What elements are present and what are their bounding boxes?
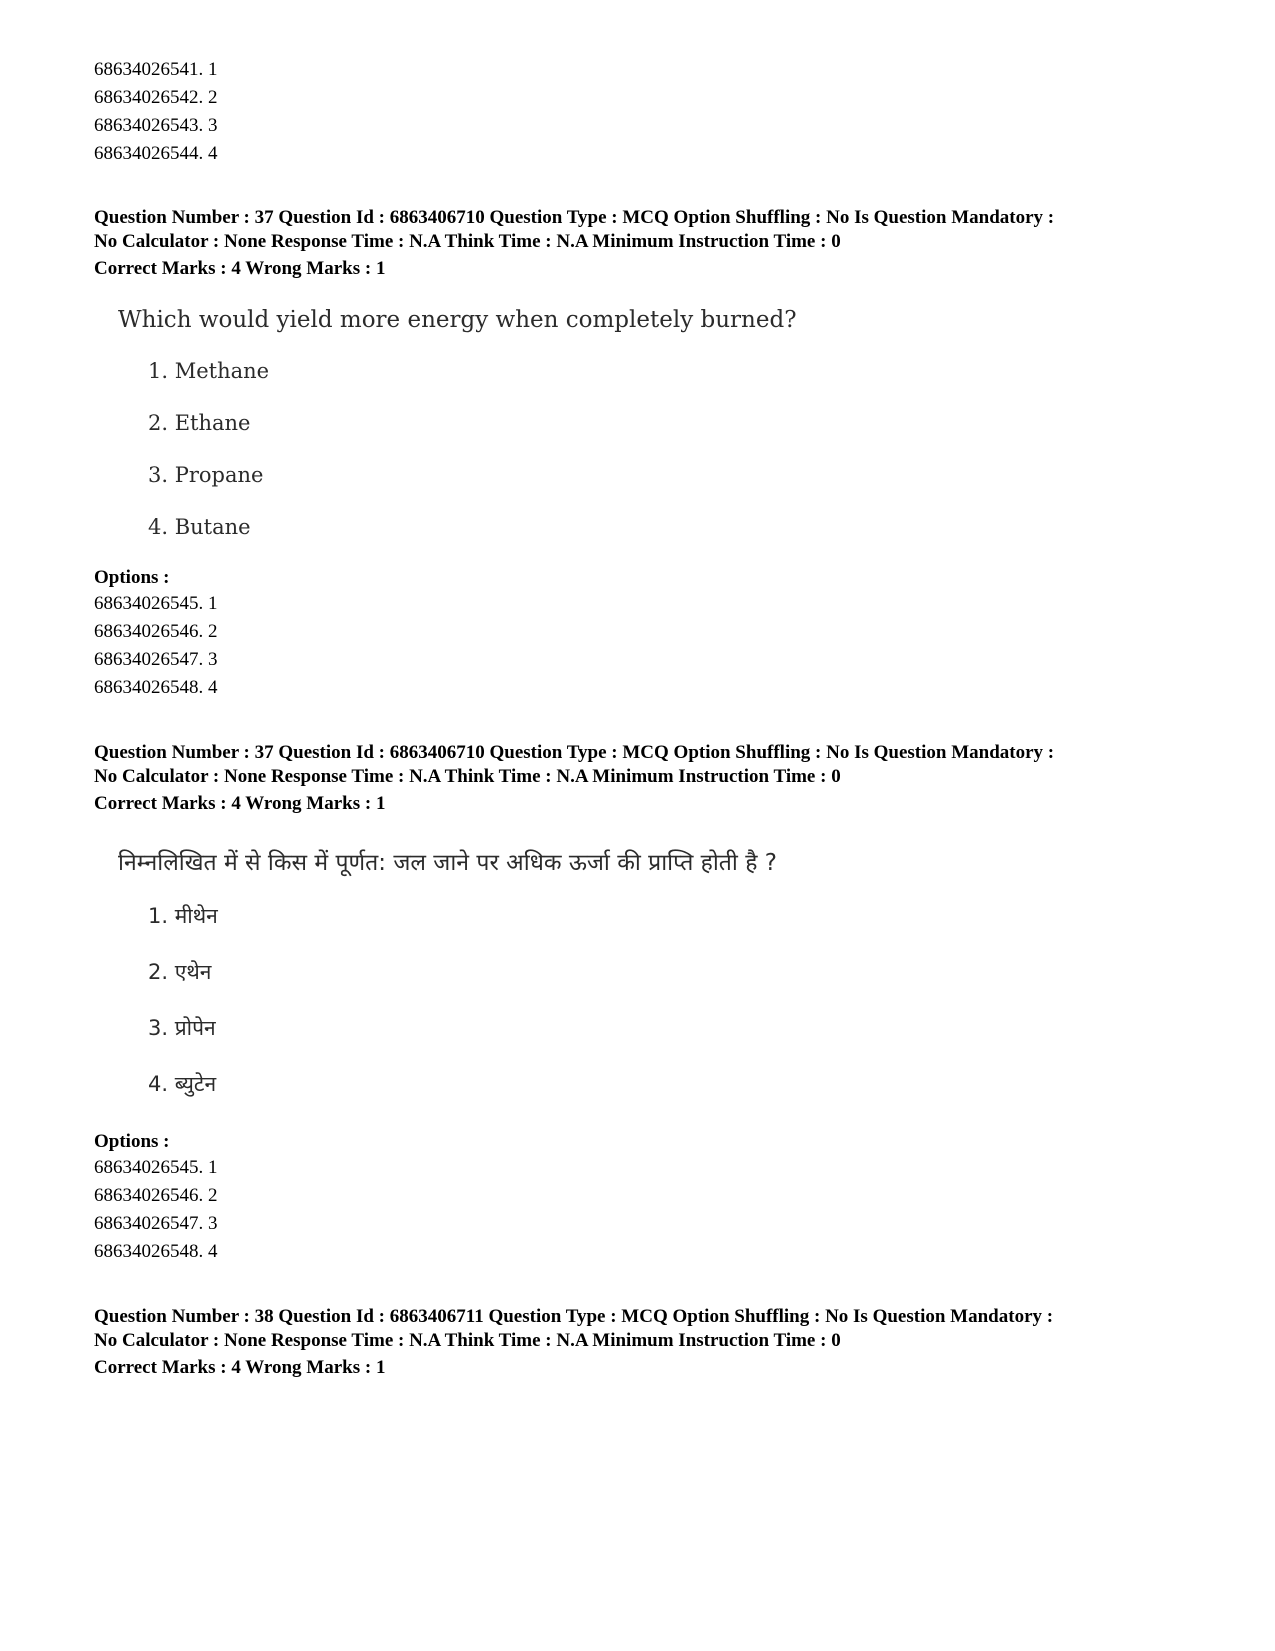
options-label: Options : <box>94 1131 170 1152</box>
marks-line: Correct Marks : 4 Wrong Marks : 1 <box>94 1357 386 1378</box>
option-line: 68634026545. 1 <box>94 1157 218 1178</box>
question-choice: 2. Ethane <box>148 411 251 435</box>
question-meta <box>94 1305 1204 1353</box>
question-choice: 3. Propane <box>148 463 264 487</box>
question-choice: 4. Butane <box>148 515 251 539</box>
question-meta-line2: No Calculator : None Response Time : N.A Think Time : N.A Minimum Instruction Time : 0 <box>94 766 841 787</box>
question-choice: 1. मीथेन <box>148 904 218 928</box>
option-line: 68634026544. 4 <box>94 143 218 164</box>
marks-line: Correct Marks : 4 Wrong Marks : 1 <box>94 258 386 279</box>
question-meta <box>94 206 1204 254</box>
question-choice: 4. ब्युटेन <box>148 1072 217 1096</box>
option-line: 68634026541. 1 <box>94 59 218 80</box>
option-line: 68634026548. 4 <box>94 1241 218 1262</box>
question-meta-line1: Question Number : 38 Question Id : 6863406711 Question Type : MCQ Option Shuffling : No Is Question Mandatory : <box>94 1306 1054 1327</box>
marks-line: Correct Marks : 4 Wrong Marks : 1 <box>94 793 386 814</box>
options-label: Options : <box>94 567 170 588</box>
option-line: 68634026543. 3 <box>94 115 218 136</box>
question-choice: 3. प्रोपेन <box>148 1016 216 1040</box>
question-meta-line2: No Calculator : None Response Time : N.A Think Time : N.A Minimum Instruction Time : 0 <box>94 231 841 252</box>
option-line: 68634026547. 3 <box>94 1213 218 1234</box>
option-line: 68634026546. 2 <box>94 1185 218 1206</box>
question-text: निम्नलिखित में से किस में पूर्णत: जल जाने पर अधिक ऊर्जा की प्राप्ति होती है ? <box>118 850 777 876</box>
question-meta-line2: No Calculator : None Response Time : N.A Think Time : N.A Minimum Instruction Time : 0 <box>94 1330 841 1351</box>
option-line: 68634026542. 2 <box>94 87 218 108</box>
question-meta <box>94 741 1204 789</box>
question-meta-line1: Question Number : 37 Question Id : 6863406710 Question Type : MCQ Option Shuffling : No Is Question Mandatory : <box>94 207 1055 228</box>
option-line: 68634026547. 3 <box>94 649 218 670</box>
question-meta-line1: Question Number : 37 Question Id : 6863406710 Question Type : MCQ Option Shuffling : No Is Question Mandatory : <box>94 742 1055 763</box>
question-choice: 1. Methane <box>148 359 270 383</box>
question-text: Which would yield more energy when completely burned? <box>118 307 797 333</box>
option-line: 68634026546. 2 <box>94 621 218 642</box>
option-line: 68634026548. 4 <box>94 677 218 698</box>
question-choice: 2. एथेन <box>148 960 212 984</box>
option-line: 68634026545. 1 <box>94 593 218 614</box>
